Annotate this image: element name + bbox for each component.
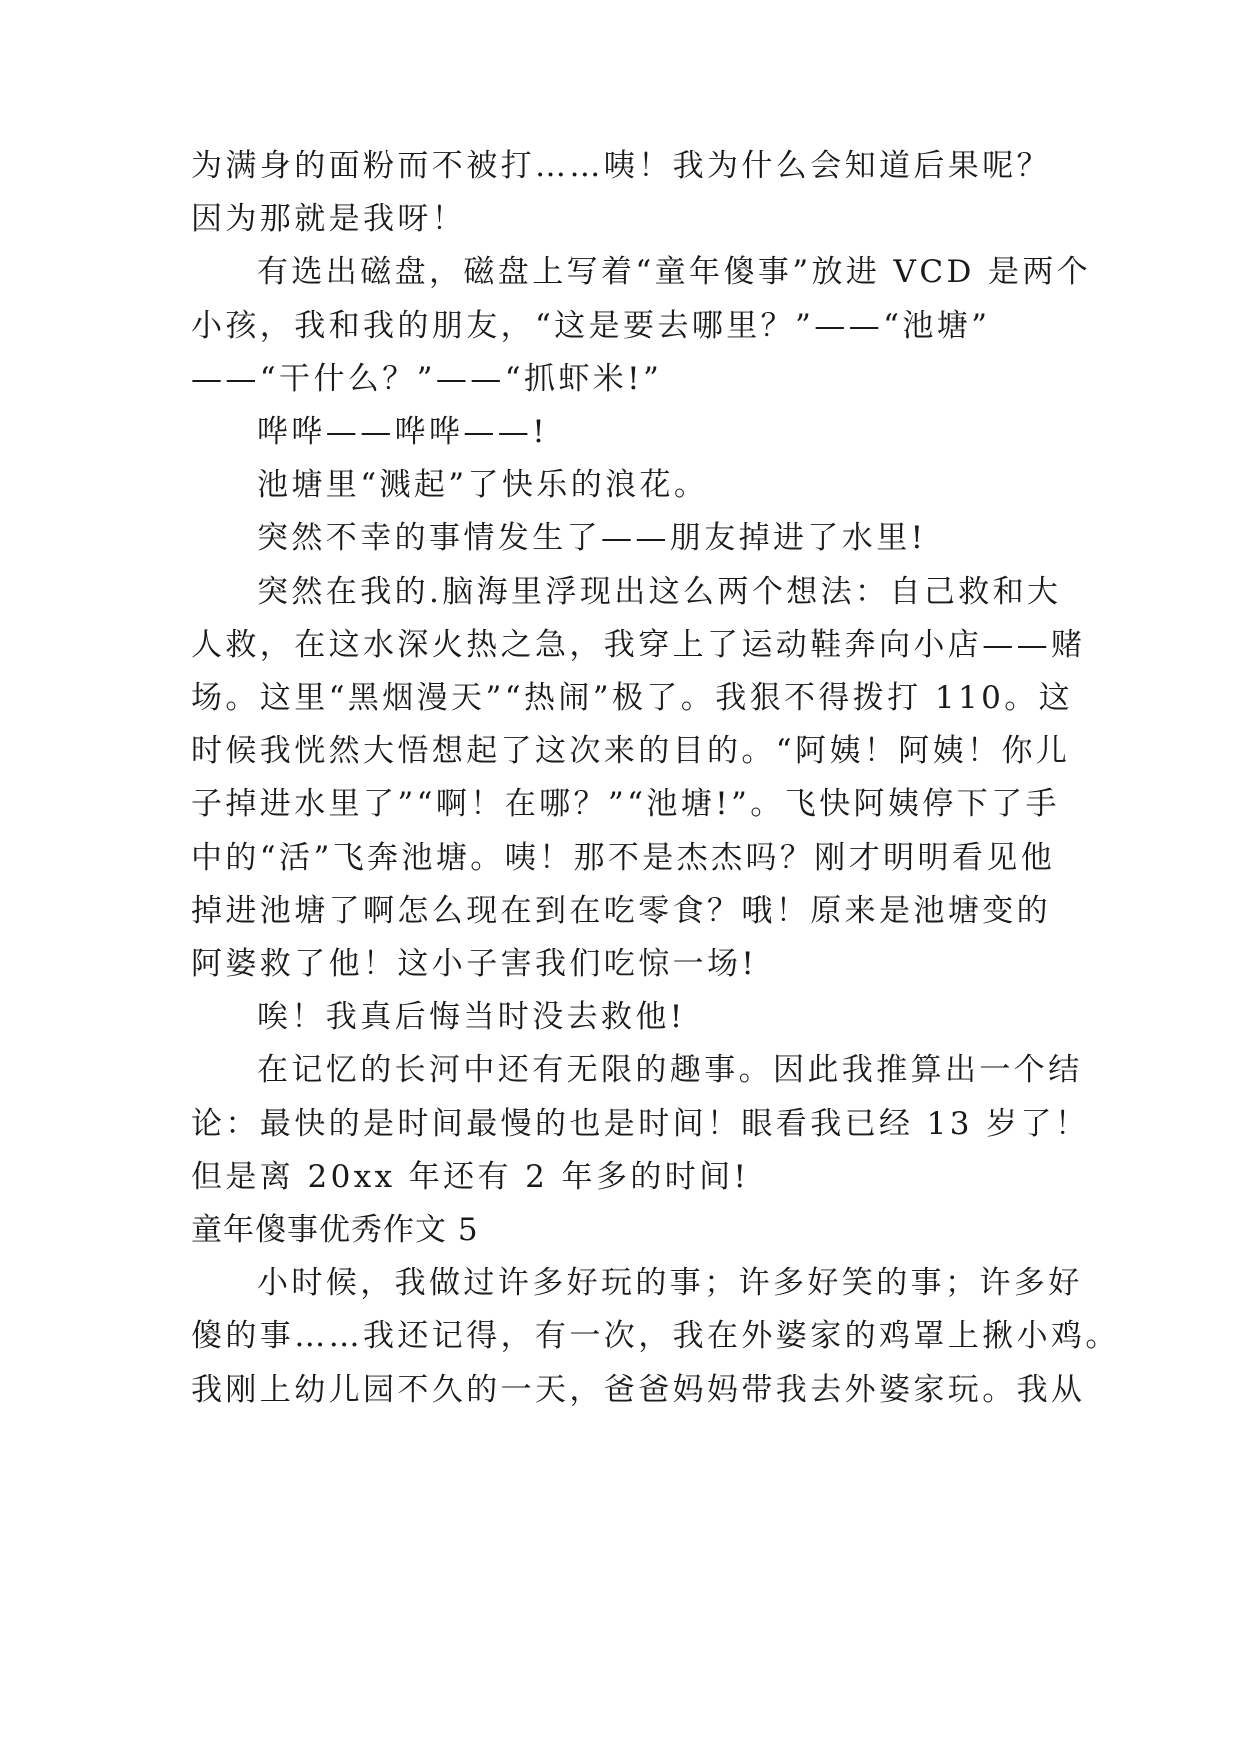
text-line: ——“干什么？”——“抓虾米!” — [191, 361, 663, 397]
text-line: 小时候，我做过许多好玩的事；许多好笑的事；许多好 — [257, 1265, 1083, 1301]
text-line: 但是离 20xx 年还有 2 年多的时间! — [191, 1159, 750, 1195]
text-line: 人救，在这水深火热之急，我穿上了运动鞋奔向小店——赌 — [191, 627, 1086, 663]
text-line: 阿婆救了他！这小子害我们吃惊一场! — [191, 946, 758, 982]
text-line: 中的“活”飞奔池塘。咦！那不是杰杰吗？刚才明明看见他 — [191, 840, 1056, 876]
text-line: 掉进池塘了啊怎么现在到在吃零食？哦！原来是池塘变的 — [191, 893, 1051, 929]
section-heading: 童年傻事优秀作文 5 — [191, 1212, 479, 1248]
text-line: 因为那就是我呀！ — [191, 201, 467, 237]
text-line: 时候我恍然大悟想起了这次来的目的。“阿姨！阿姨！你儿 — [191, 733, 1071, 769]
text-line: 小孩，我和我的朋友，“这是要去哪里？”——“池塘” — [191, 308, 991, 344]
text-line: 在记忆的长河中还有无限的趣事。因此我推算出一个结 — [257, 1052, 1083, 1088]
text-line: 唉！我真后悔当时没去救他! — [257, 999, 686, 1035]
text-line: 突然在我的.脑海里浮现出这么两个想法：自己救和大 — [257, 574, 1062, 610]
text-line: 场。这里“黑烟漫天”“热闹”极了。我狠不得拨打 110。这 — [191, 680, 1074, 716]
text-line: 有选出磁盘，磁盘上写着“童年傻事”放进 VCD 是两个 — [257, 254, 1092, 290]
text-line: 子掉进水里了”“啊！在哪？”“池塘!”。飞快阿姨停下了手 — [191, 786, 1060, 822]
text-line: 为满身的面粉而不被打……咦！我为什么会知道后果呢？ — [191, 148, 1051, 184]
text-line: 池塘里“溅起”了快乐的浪花。 — [257, 467, 709, 503]
text-line: 突然不幸的事情发生了——朋友掉进了水里! — [257, 520, 927, 556]
text-line: 我刚上幼儿园不久的一天，爸爸妈妈带我去外婆家玩。我从 — [191, 1372, 1086, 1408]
text-line: 哗哗——哗哗——! — [257, 414, 549, 450]
text-line: 论：最快的是时间最慢的也是时间！眼看我已经 13 岁了！ — [191, 1106, 1090, 1142]
text-line: 傻的事……我还记得，有一次，我在外婆家的鸡罩上揪小鸡。 — [191, 1318, 1120, 1354]
